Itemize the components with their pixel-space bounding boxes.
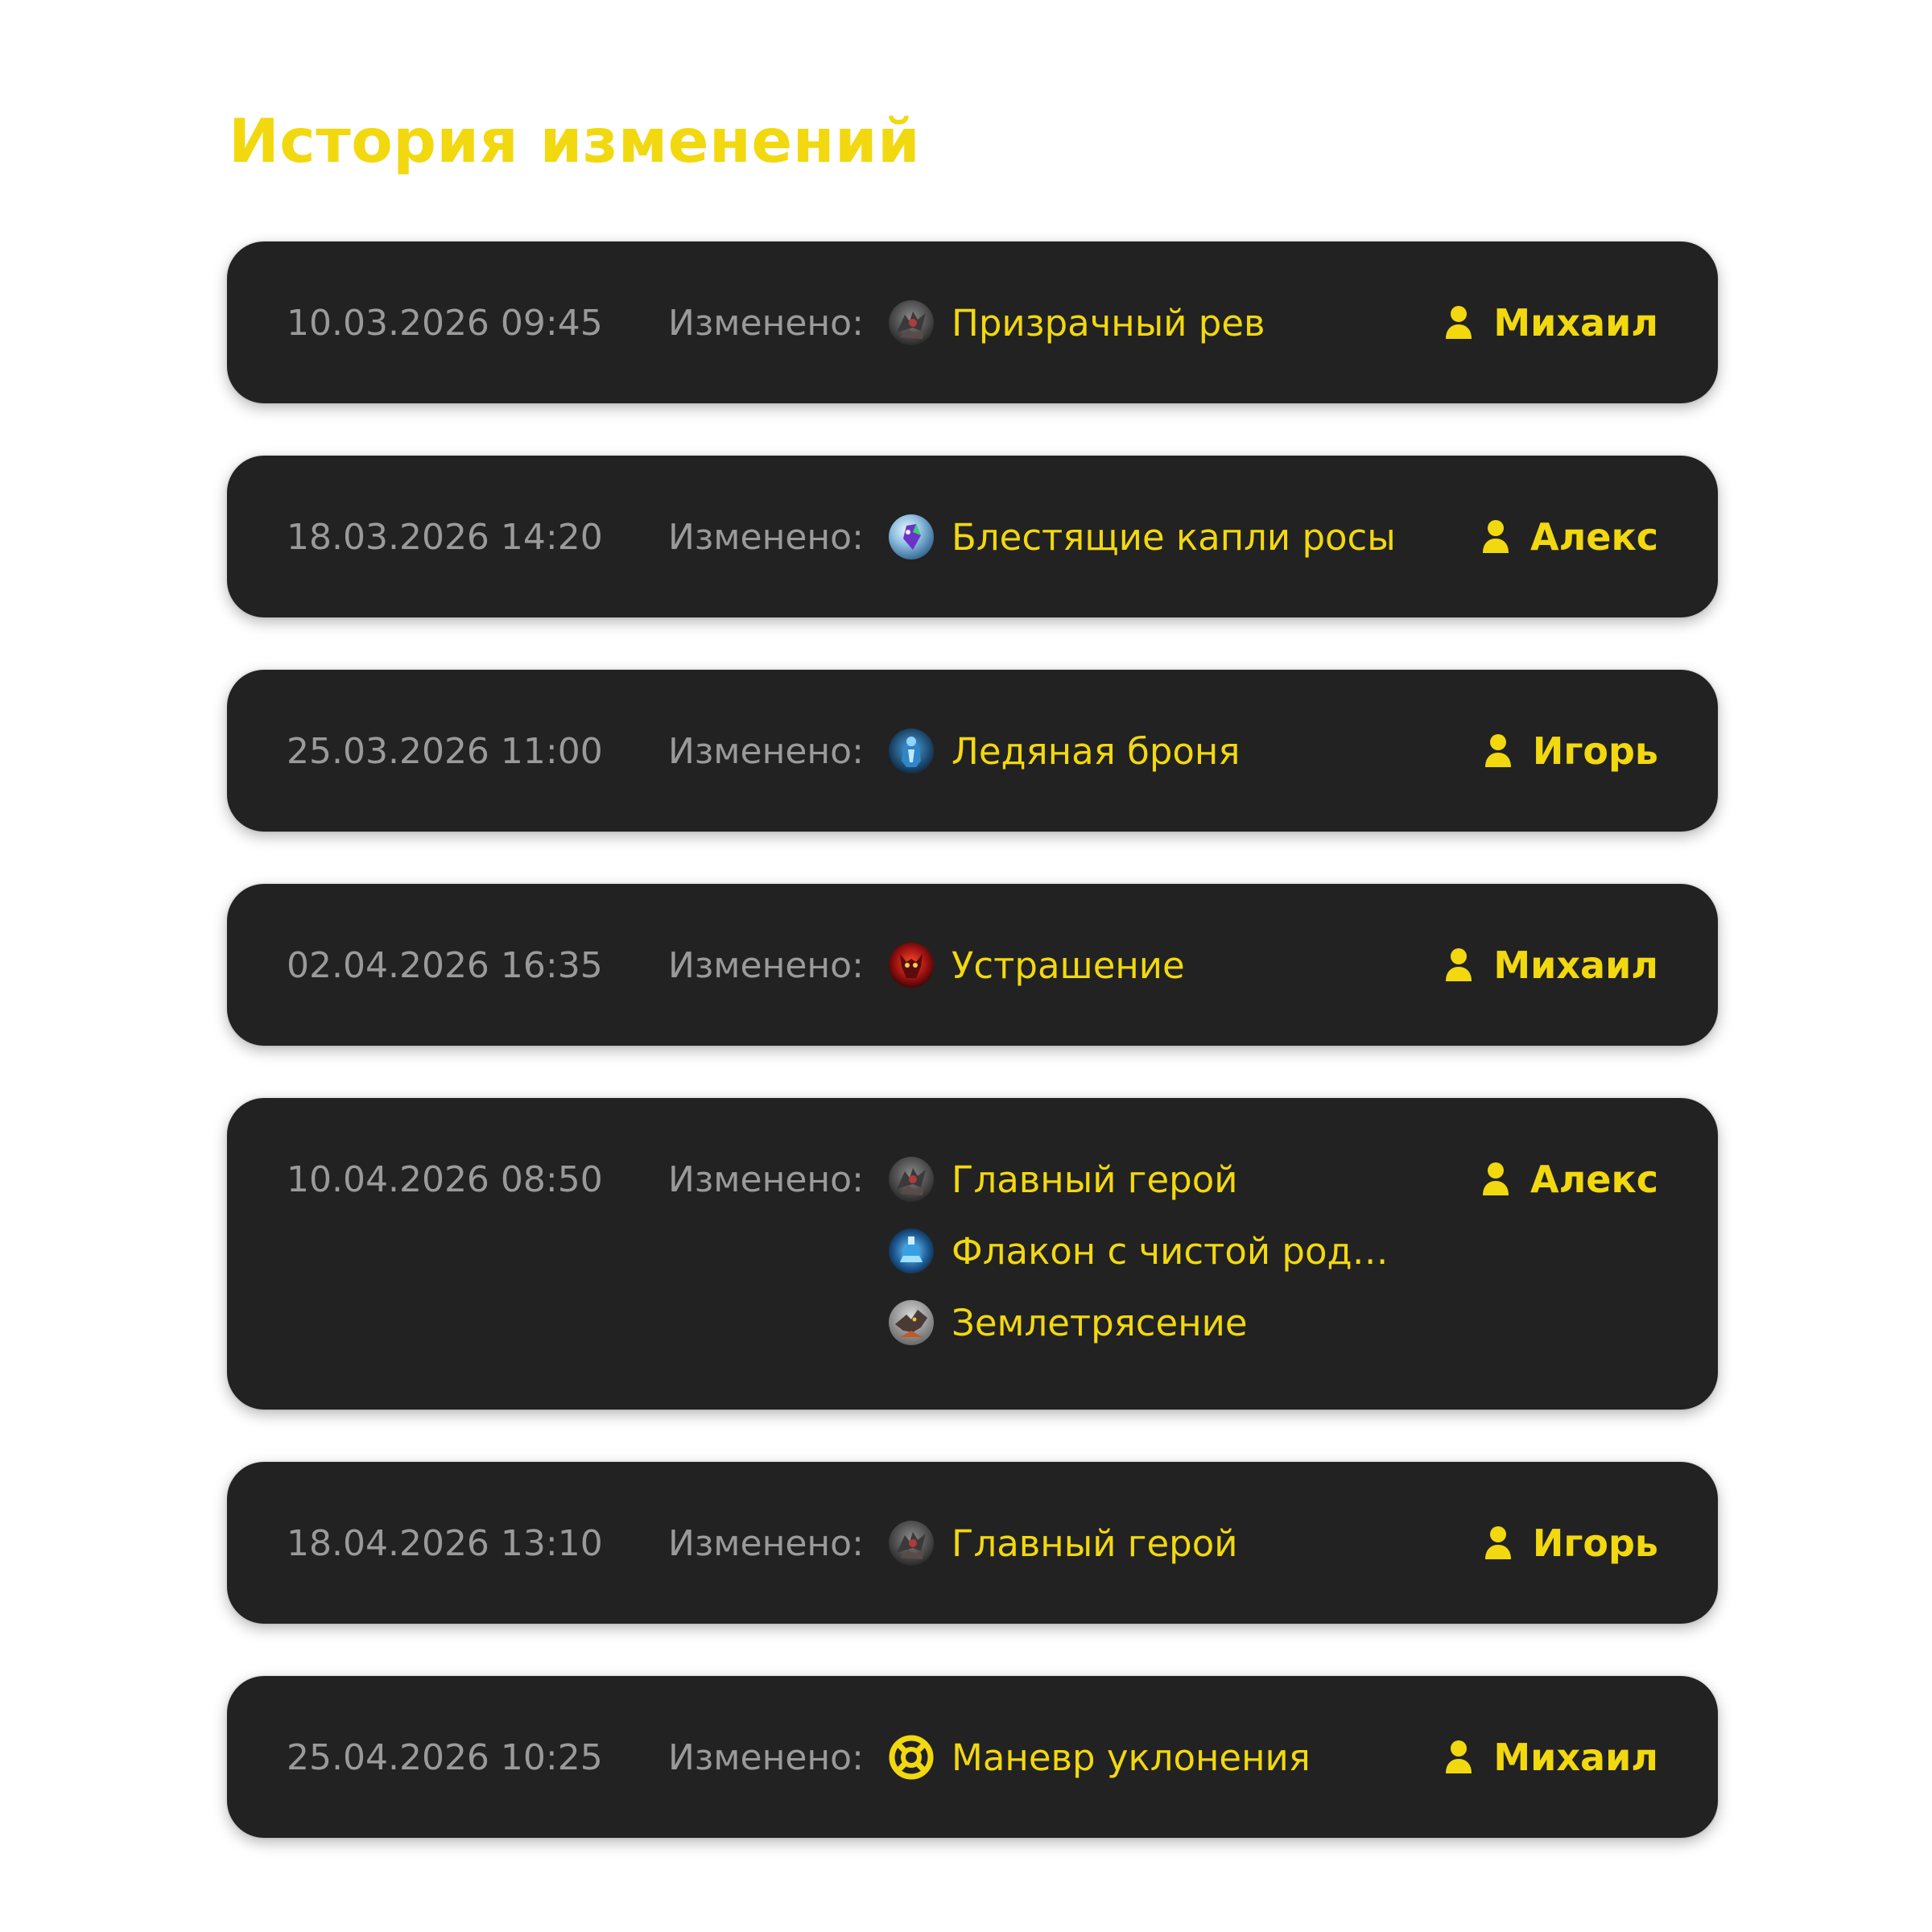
changed-item[interactable]	[889, 296, 1265, 349]
changed-items	[889, 1517, 1237, 1570]
changed-item-name[interactable]: Главный герой	[952, 1521, 1238, 1565]
creature-portrait-icon	[889, 1521, 934, 1566]
user-name[interactable]: Михаил	[1493, 1736, 1658, 1779]
creature-portrait-icon	[889, 300, 934, 345]
changed-items	[889, 724, 1240, 778]
changed-items	[889, 1731, 1311, 1784]
changed-item[interactable]	[889, 939, 1185, 992]
user-icon	[1484, 1525, 1512, 1561]
red-demon-icon	[889, 943, 934, 988]
changed-label: Изменено:	[668, 1736, 864, 1778]
history-entry	[227, 1462, 1718, 1624]
user-name[interactable]: Алекс	[1530, 1158, 1658, 1201]
user-name[interactable]: Алекс	[1530, 515, 1658, 559]
changed-item-name[interactable]: Землетрясение	[952, 1301, 1248, 1344]
changed-items	[889, 939, 1185, 992]
user-name[interactable]: Михаил	[1493, 301, 1658, 345]
history-entry-row	[227, 939, 1718, 992]
page-title: История изменений	[229, 105, 921, 176]
changed-item[interactable]	[889, 1517, 1237, 1570]
changed-label: Изменено:	[668, 302, 864, 344]
user-name[interactable]: Игорь	[1532, 729, 1658, 773]
user-icon	[1445, 947, 1472, 983]
changed-item[interactable]	[889, 1224, 1389, 1278]
entry-user[interactable]	[1445, 939, 1658, 992]
entry-date: 18.04.2026 13:10	[287, 1522, 603, 1564]
changed-label: Изменено:	[668, 1522, 864, 1564]
changed-label: Изменено:	[668, 730, 864, 772]
user-icon	[1482, 519, 1509, 555]
history-list	[227, 242, 1718, 1890]
user-name[interactable]: Михаил	[1493, 943, 1658, 987]
changed-item[interactable]	[889, 724, 1240, 778]
changed-items	[889, 510, 1396, 564]
changed-label: Изменено:	[668, 944, 864, 986]
changed-item-name[interactable]: Устрашение	[952, 943, 1185, 987]
changed-label: Изменено:	[668, 516, 864, 558]
ice-armor-icon	[889, 729, 934, 774]
history-entry	[227, 670, 1718, 832]
creature-portrait-icon	[889, 1157, 934, 1202]
entry-user[interactable]	[1445, 296, 1658, 349]
changed-item-name[interactable]: Ледяная броня	[952, 729, 1241, 773]
history-entry	[227, 242, 1718, 403]
dragon-portrait-icon	[889, 1300, 934, 1345]
history-entry-row	[227, 296, 1718, 349]
history-entry	[227, 1098, 1718, 1410]
blue-flask-icon	[889, 1228, 934, 1274]
user-name[interactable]: Игорь	[1532, 1521, 1658, 1565]
history-entry-row	[227, 724, 1718, 778]
changed-item[interactable]	[889, 510, 1396, 564]
gem-orb-icon	[889, 514, 934, 559]
user-icon	[1484, 733, 1512, 769]
changed-item-name[interactable]: Призрачный рев	[952, 301, 1265, 345]
changed-item-name[interactable]: Главный герой	[952, 1158, 1238, 1201]
user-icon	[1482, 1162, 1509, 1197]
changed-item-name[interactable]: Блестящие капли росы	[952, 515, 1396, 559]
entry-date: 10.03.2026 09:45	[287, 302, 603, 344]
history-entry	[227, 884, 1718, 1046]
changed-item[interactable]	[889, 1153, 1389, 1206]
entry-user[interactable]	[1482, 510, 1658, 564]
user-icon	[1445, 305, 1472, 341]
changed-label: Изменено:	[668, 1158, 864, 1200]
entry-user[interactable]	[1445, 1731, 1658, 1784]
entry-date: 25.03.2026 11:00	[287, 730, 603, 772]
entry-user[interactable]	[1484, 724, 1658, 778]
user-icon	[1445, 1740, 1472, 1775]
lifebuoy-icon	[889, 1735, 934, 1780]
changed-item[interactable]	[889, 1296, 1389, 1349]
entry-user[interactable]	[1482, 1153, 1658, 1206]
changed-items	[889, 1153, 1389, 1349]
changed-item-name[interactable]: Маневр уклонения	[952, 1736, 1311, 1779]
changed-item[interactable]	[889, 1731, 1311, 1784]
entry-date: 02.04.2026 16:35	[287, 944, 603, 986]
history-entry	[227, 1676, 1718, 1838]
history-entry-row	[227, 1731, 1718, 1784]
history-entry-row	[227, 1517, 1718, 1570]
entry-user[interactable]	[1484, 1517, 1658, 1570]
history-entry	[227, 456, 1718, 617]
entry-date: 18.03.2026 14:20	[287, 516, 603, 558]
entry-date: 10.04.2026 08:50	[287, 1158, 603, 1200]
history-entry-row	[227, 510, 1718, 564]
changed-item-name[interactable]: Флакон с чистой род…	[952, 1229, 1389, 1273]
history-entry-row	[227, 1153, 1718, 1349]
changed-items	[889, 296, 1265, 349]
entry-date: 25.04.2026 10:25	[287, 1736, 603, 1778]
